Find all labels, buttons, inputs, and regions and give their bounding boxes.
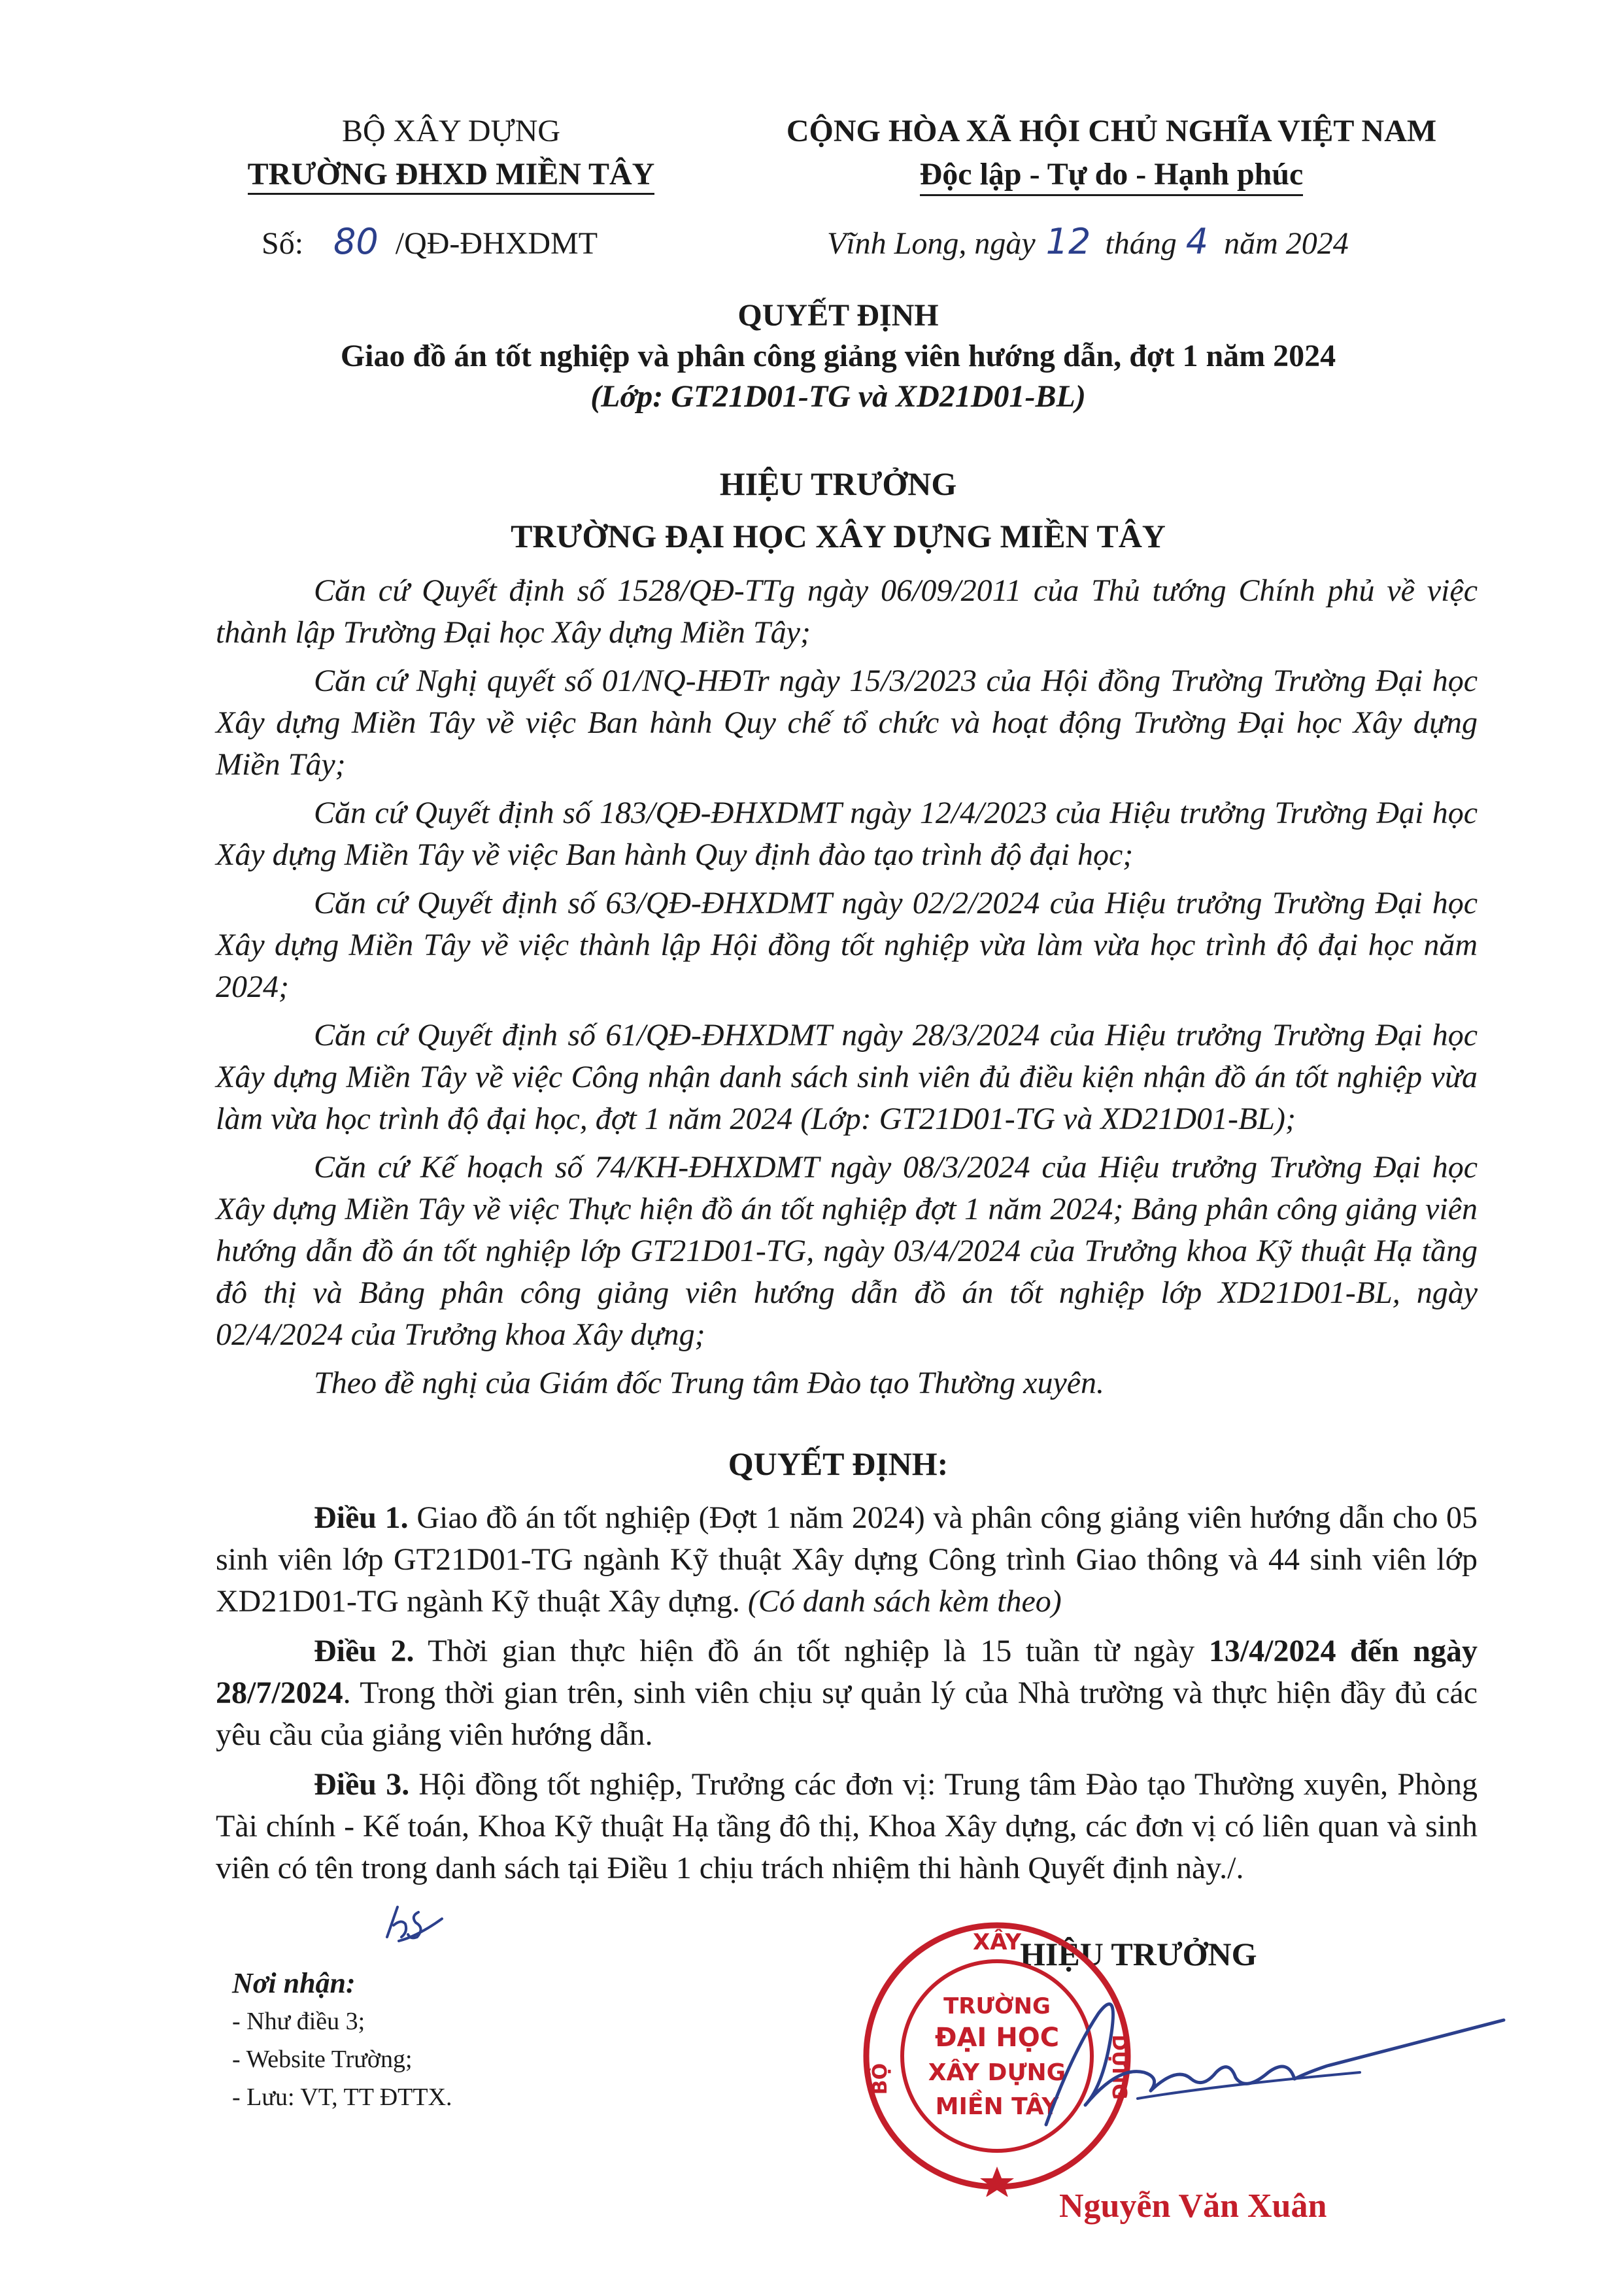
seal-line4: MIỀN TÂY bbox=[935, 2093, 1059, 2120]
article-3-label: Điều 3. bbox=[314, 1767, 410, 1802]
school-name: TRƯỜNG ĐHXD MIỀN TÂY bbox=[248, 157, 655, 195]
title-heading: QUYẾT ĐỊNH bbox=[737, 298, 939, 333]
national-motto: Độc lập - Tự do - Hạnh phúc bbox=[920, 157, 1304, 196]
title-classes: (Lớp: GT21D01-TG và XD21D01-BL) bbox=[590, 379, 1086, 414]
handwritten-initials bbox=[379, 1899, 451, 1945]
seal-star-icon bbox=[980, 2167, 1014, 2197]
basis-item: Căn cứ Quyết định số 63/QĐ-ĐHXDMT ngày 02/2/2024 của Hiệu trưởng Trường Đại học Xây dựng Miền Tây về việc thành lập Hội đồng tốt nghiệp vừa làm vừa học trình độ đại học năm 2024; bbox=[216, 886, 1478, 1004]
doc-number-prefix: Số: bbox=[262, 226, 304, 261]
country-name: CỘNG HÒA XÃ HỘI CHỦ NGHĨA VIỆT NAM bbox=[786, 114, 1437, 148]
seal-ring-right: DỰNG bbox=[1108, 2034, 1130, 2100]
date-day-handwritten: 12 bbox=[1045, 221, 1091, 262]
recipients bbox=[232, 1965, 452, 2116]
basis-item: Theo đề nghị của Giám đốc Trung tâm Đào tạo Thường xuyên. bbox=[314, 1366, 1105, 1400]
article-2 bbox=[216, 1630, 1478, 1756]
basis-item: Căn cứ Kế hoạch số 74/KH-ĐHXDMT ngày 08/3/2024 của Hiệu trưởng Trường Đại học Xây dựng Miền Tây về việc Thực hiện đồ án tốt nghiệp đợt 1 năm 2024; Bảng phân công giảng viên hướng dẫn đồ án tốt nghiệp lớp GT21D01-TG, ngày 03/4/2024 của Trưởng khoa Kỹ thuật Hạ tầng đô thị và Bảng phân công giảng viên hướng dẫn đồ án tốt nghiệp lớp XD21D01-BL, ngày 02/4/2024 của Trưởng khoa Xây dựng; bbox=[216, 1150, 1478, 1352]
basis-item: Căn cứ Quyết định số 183/QĐ-ĐHXDMT ngày 12/4/2023 của Hiệu trưởng Trường Đại học Xây dựng Miền Tây về việc Ban hành Quy định đào tạo trình độ đại học; bbox=[216, 796, 1478, 872]
article-1-label: Điều 1. bbox=[314, 1500, 409, 1535]
article-1 bbox=[216, 1497, 1478, 1623]
document-title bbox=[196, 295, 1480, 417]
national-header bbox=[739, 110, 1484, 196]
title-subject: Giao đồ án tốt nghiệp và phân công giảng viên hướng dẫn, đợt 1 năm 2024 bbox=[340, 339, 1336, 373]
articles bbox=[216, 1497, 1478, 1897]
article-2-label: Điều 2. bbox=[314, 1634, 414, 1668]
article-1-text: Giao đồ án tốt nghiệp (Đợt 1 năm 2024) và phân công giảng viên hướng dẫn cho 05 sinh viên lớp GT21D01-TG ngành Kỹ thuật Xây dựng Công trình Giao thông và 44 sinh viên lớp XD21D01-TG ngành Kỹ thuật Xây dựng. bbox=[216, 1500, 1478, 1619]
issuer-header bbox=[216, 110, 686, 196]
date-year: năm 2024 bbox=[1224, 226, 1349, 261]
authority-line2: TRƯỜNG ĐẠI HỌC XÂY DỰNG MIỀN TÂY bbox=[511, 518, 1166, 554]
basis-item: Căn cứ Quyết định số 1528/QĐ-TTg ngày 06/09/2011 của Thủ tướng Chính phủ về việc thành lập Trường Đại học Xây dựng Miền Tây; bbox=[216, 573, 1478, 650]
date-month-handwritten: 4 bbox=[1185, 221, 1209, 262]
ministry-name: BỘ XÂY DỰNG bbox=[341, 114, 561, 148]
decision-heading: QUYẾT ĐỊNH: bbox=[728, 1445, 949, 1482]
basis-item: Căn cứ Quyết định số 61/QĐ-ĐHXDMT ngày 28/3/2024 của Hiệu trưởng Trường Đại học Xây dựng Miền Tây về việc Công nhận danh sách sinh viên đủ điều kiện nhận đồ án tốt nghiệp vừa làm vừa học trình độ đại học, đợt 1 năm 2024 (Lớp: GT21D01-TG và XD21D01-BL); bbox=[216, 1018, 1478, 1136]
recipient-item: - Như điều 3; bbox=[232, 2008, 365, 2035]
signature-title: HIỆU TRƯỞNG bbox=[1020, 1936, 1257, 1972]
article-2-text-b: . Trong thời gian trên, sinh viên chịu sự quản lý của Nhà trường và thực hiện đầy đủ các yêu cầu của giảng viên hướng dẫn. bbox=[216, 1676, 1478, 1752]
date-month-label: tháng bbox=[1105, 226, 1177, 261]
seal-line2: ĐẠI HỌC bbox=[934, 2023, 1060, 2053]
seal-ring-top: XÂY bbox=[973, 1929, 1021, 1955]
basis-item: Căn cứ Nghị quyết số 01/NQ-HĐTr ngày 15/3/2023 của Hội đồng Trường Trường Đại học Xây dựng Miền Tây về việc Ban hành Quy chế tổ chức và hoạt động Trường Đại học Xây dựng Miền Tây; bbox=[216, 664, 1478, 782]
legal-basis bbox=[216, 570, 1478, 1411]
date-place: Vĩnh Long, ngày bbox=[827, 226, 1036, 261]
authority-line1: HIỆU TRƯỞNG bbox=[719, 465, 957, 502]
article-2-text-a: Thời gian thực hiện đồ án tốt nghiệp là 15 tuần từ ngày bbox=[414, 1634, 1209, 1668]
seal-line3: XÂY DỰNG bbox=[928, 2059, 1066, 2086]
recipients-heading: Nơi nhận: bbox=[232, 1967, 356, 1999]
doc-number-suffix: /QĐ-ĐHXDMT bbox=[395, 226, 598, 261]
recipient-item: - Lưu: VT, TT ĐTTX. bbox=[232, 2083, 452, 2111]
article-3 bbox=[216, 1764, 1478, 1889]
recipient-item: - Website Trường; bbox=[232, 2046, 413, 2073]
issue-date bbox=[827, 221, 1349, 262]
seal-line1: TRƯỜNG bbox=[943, 1993, 1051, 2019]
article-1-note: (Có danh sách kèm theo) bbox=[747, 1584, 1062, 1619]
article-3-text: Hội đồng tốt nghiệp, Trưởng các đơn vị: Trung tâm Đào tạo Thường xuyên, Phòng Tài chính - Kế toán, Khoa Kỹ thuật Hạ tầng đô thị, Khoa Xây dựng, các đơn vị có liên quan và sinh viên có tên trong danh sách tại Điều 1 chịu trách nhiệm thi hành Quyết định này./. bbox=[216, 1767, 1478, 1885]
signer-name: Nguyễn Văn Xuân bbox=[1059, 2187, 1327, 2225]
document-number bbox=[262, 221, 598, 262]
article-2-dates: 13/4/2024 đến ngày 28/7/2024 bbox=[216, 1634, 1478, 1710]
doc-number-handwritten: 80 bbox=[333, 221, 379, 262]
seal-ring-left: BỘ bbox=[869, 2063, 892, 2095]
authority-heading bbox=[196, 458, 1480, 562]
signature-icon bbox=[1020, 1974, 1517, 2144]
